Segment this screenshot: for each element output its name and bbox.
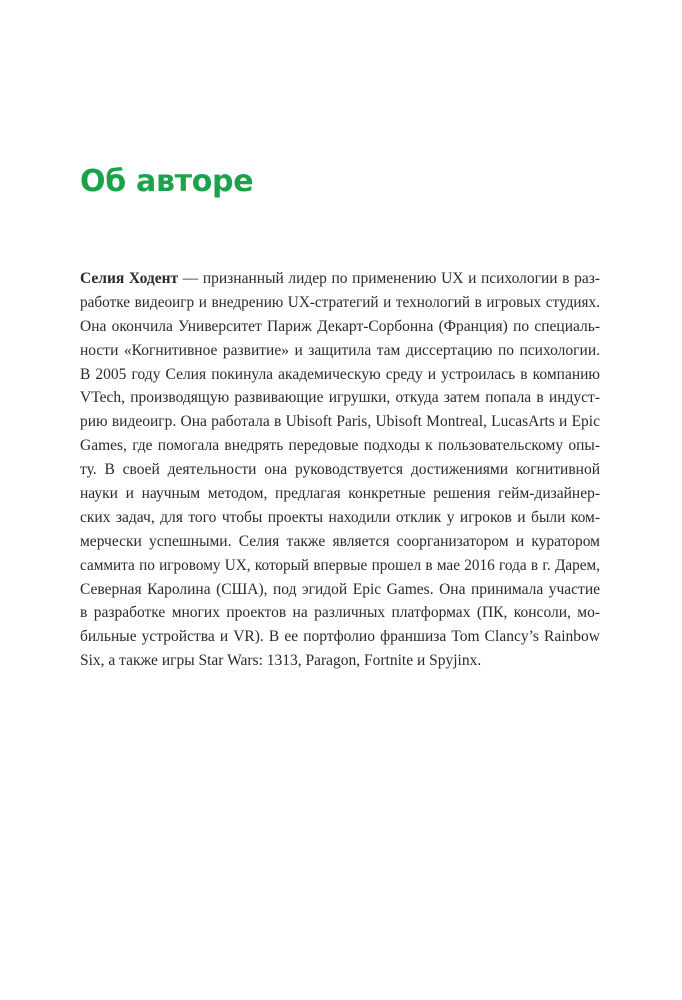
paragraph-line: Six, а также игры Star Wars: 1313, Paragon, Fortnite и Spyjinx. bbox=[80, 652, 482, 670]
paragraph-line: Games, где помогала внедрять передовые подходы к пользовательскому опы- bbox=[80, 437, 600, 455]
paragraph-line: работке видеоигр и внедрению UX-стратегий и технологий в игровых студиях. bbox=[80, 293, 600, 311]
line-text: — признанный лидер по применению UX и психологии в раз- bbox=[178, 270, 600, 287]
paragraph-line: саммита по игровому UX, который впервые прошел в мае 2016 года в г. Дарем, bbox=[80, 556, 600, 574]
paragraph-line: бильные устройства и VR). В ее портфолио франшиза Tom Clancy’s Rainbow bbox=[80, 628, 600, 646]
author-bio-paragraph bbox=[80, 267, 600, 673]
paragraph-line: рию видеоигр. Она работала в Ubisoft Paris, Ubisoft Montreal, LucasArts и Epic bbox=[80, 413, 600, 431]
paragraph-line: ности «Когнитивное развитие» и защитила там диссертацию по психологии. bbox=[80, 341, 600, 359]
author-name: Селия Ходент bbox=[80, 270, 179, 287]
paragraph-line: ту. В своей деятельности она руководствуется достижениями когнитивной bbox=[80, 461, 600, 479]
paragraph-line: науки и научным методом, предлагая конкретные решения гейм-дизайнер- bbox=[80, 485, 600, 503]
paragraph-line: в разработке многих проектов на различных платформах (ПК, консоли, мо- bbox=[80, 604, 600, 622]
paragraph-line: ских задач, для того чтобы проекты находили отклик у игроков и были ком- bbox=[80, 508, 600, 526]
paragraph-line: В 2005 году Селия покинула академическую среду и устроилась в компанию bbox=[80, 365, 600, 383]
paragraph-line bbox=[80, 267, 600, 291]
paragraph-line: Она окончила Университет Париж Декарт-Сорбонна (Франция) по специаль- bbox=[80, 317, 600, 335]
paragraph-line: Северная Каролина (США), под эгидой Epic Games. Она принимала участие bbox=[80, 580, 600, 598]
paragraph-line: VTech, производящую развивающие игрушки, откуда затем попала в индуст- bbox=[80, 389, 600, 407]
paragraph-line: мерчески успешными. Селия также является соорганизатором и куратором bbox=[80, 532, 600, 550]
chapter-heading: Об авторе bbox=[80, 164, 254, 199]
